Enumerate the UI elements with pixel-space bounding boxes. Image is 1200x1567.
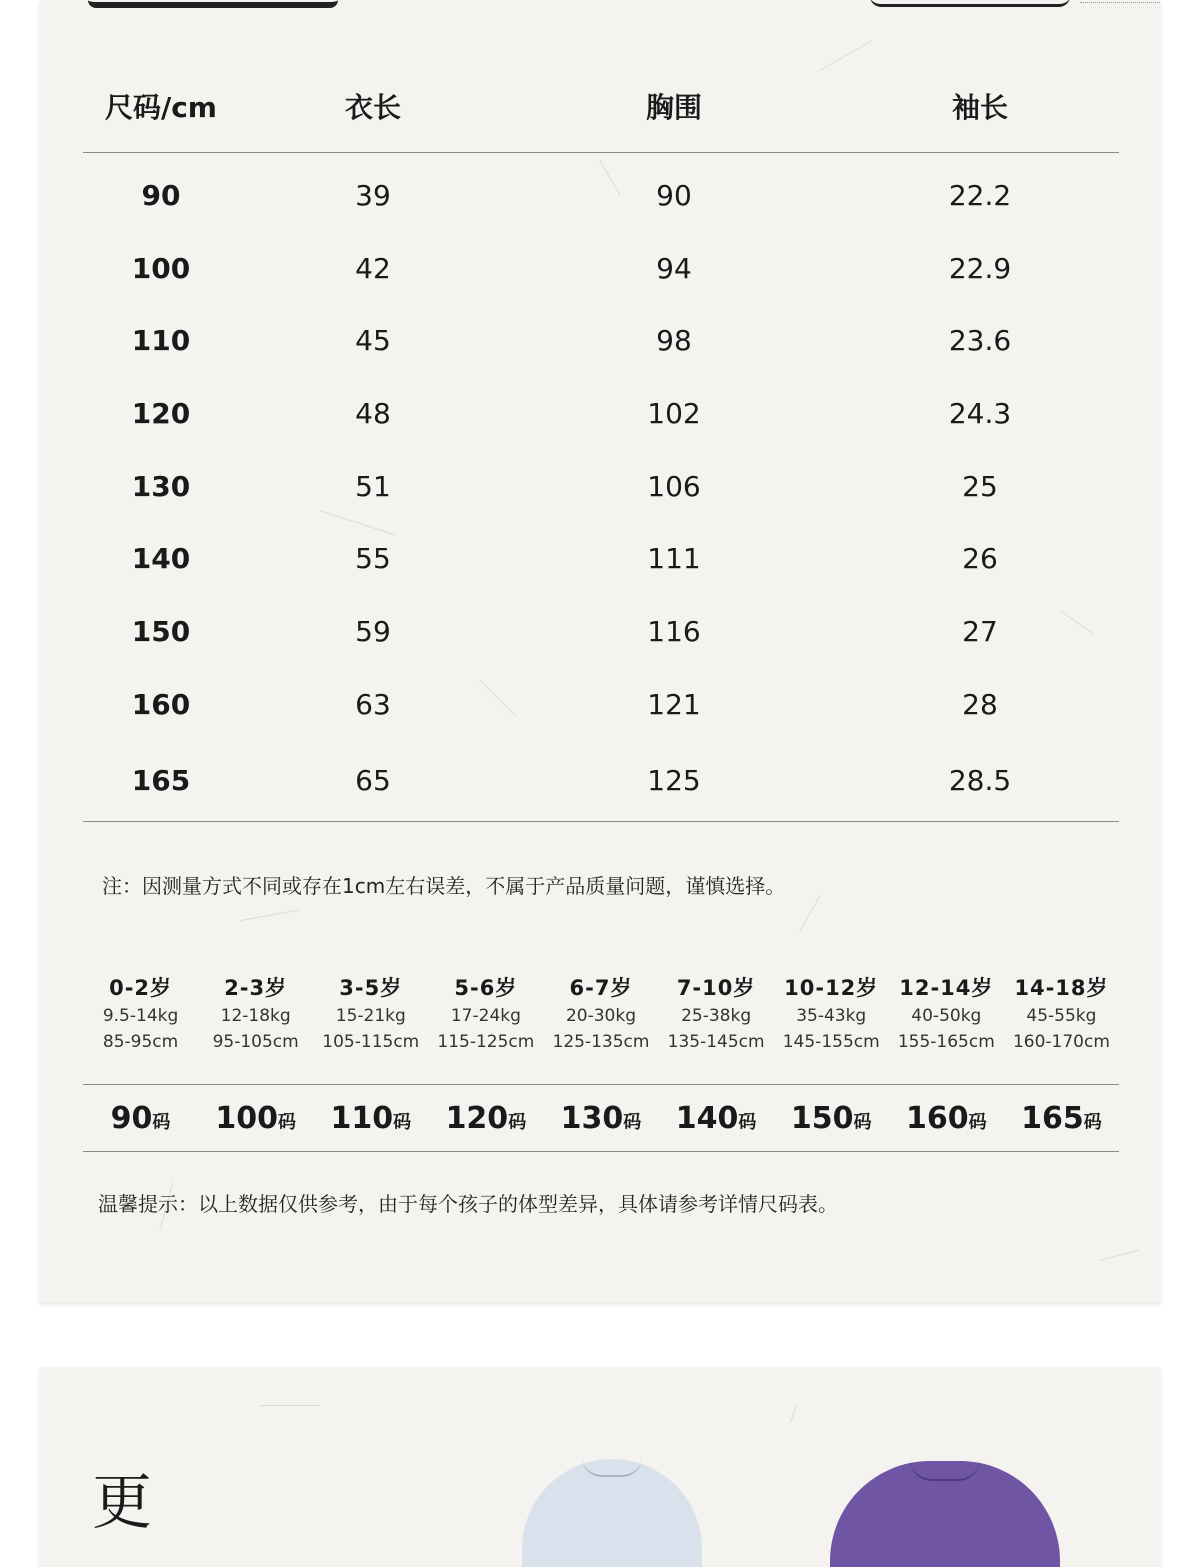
cell-size: 120 — [131, 396, 191, 430]
weight-range: 15-21kg — [335, 1006, 406, 1026]
table-row — [83, 668, 1119, 741]
warm-tip: 温馨提示：以上数据仅供参考，由于每个孩子的体型差异，具体请参考详情尺码表。 — [98, 1192, 838, 1216]
cell-size: 160 — [131, 687, 191, 721]
age-guide-item — [428, 972, 543, 1058]
section-heading: 更 — [92, 1468, 152, 1538]
cell-length: 42 — [355, 251, 391, 285]
table-row — [83, 232, 1119, 305]
height-range: 95-105cm — [212, 1032, 299, 1052]
height-range: 105-115cm — [322, 1032, 420, 1052]
cell-chest: 125 — [507, 741, 841, 822]
table-row — [83, 304, 1119, 377]
cell-size: 100 — [131, 251, 191, 285]
cell-chest: 121 — [647, 687, 701, 721]
size-code: 160码 — [906, 1100, 987, 1136]
size-table — [83, 60, 1119, 822]
age-range: 2-3岁 — [224, 976, 288, 1000]
cell-chest: 98 — [656, 324, 692, 358]
age-guide-item — [889, 972, 1004, 1058]
cell-length: 63 — [355, 687, 391, 721]
age-guide-item — [198, 972, 313, 1058]
age-range: 12-14岁 — [899, 976, 994, 1000]
cell-size: 130 — [131, 469, 191, 503]
size-code: 140码 — [675, 1100, 757, 1136]
height-range: 125-135cm — [552, 1032, 650, 1052]
age-range: 10-12岁 — [784, 976, 879, 1000]
table-row — [83, 595, 1119, 668]
table-row — [83, 522, 1119, 595]
height-range: 85-95cm — [102, 1032, 179, 1052]
table-row — [83, 741, 1119, 822]
cell-chest: 94 — [656, 251, 692, 285]
age-guide-item — [1004, 972, 1119, 1058]
size-code: 100码 — [215, 1100, 296, 1136]
age-guide-item — [83, 972, 198, 1058]
header-length: 衣长 — [239, 60, 507, 153]
size-code: 150码 — [790, 1100, 872, 1136]
cell-sleeve: 22.9 — [948, 251, 1012, 285]
header-dotted-line — [1080, 1, 1160, 3]
cell-sleeve: 22.2 — [948, 178, 1012, 212]
age-guide — [83, 972, 1119, 1058]
cell-sleeve: 24.3 — [948, 396, 1012, 430]
product-preview-card — [40, 1367, 1160, 1567]
cell-sleeve: 27 — [962, 614, 998, 648]
cell-length: 51 — [355, 469, 391, 503]
cell-length: 65 — [239, 741, 507, 822]
age-guide-item — [313, 972, 428, 1058]
age-guide-item — [659, 972, 774, 1058]
height-range: 135-145cm — [667, 1032, 765, 1052]
cell-length: 59 — [355, 614, 391, 648]
header-chest: 胸围 — [507, 60, 841, 153]
cell-size: 90 — [141, 178, 181, 212]
age-range: 0-2岁 — [109, 976, 173, 1000]
cell-chest: 116 — [647, 614, 701, 648]
age-range: 6-7岁 — [569, 976, 633, 1000]
age-guide-item — [774, 972, 889, 1058]
header-size: 尺码/cm — [83, 60, 239, 153]
size-table-header — [83, 60, 1119, 153]
weight-range: 12-18kg — [220, 1006, 291, 1026]
age-range: 7-10岁 — [676, 976, 756, 1000]
weight-range: 9.5-14kg — [102, 1006, 179, 1026]
age-range: 3-5岁 — [339, 976, 403, 1000]
age-guide-item — [543, 972, 658, 1058]
weight-range: 17-24kg — [450, 1006, 521, 1026]
weight-range: 35-43kg — [796, 1006, 867, 1026]
measurement-note: 注：因测量方式不同或存在1cm左右误差，不属于产品质量问题，谨慎选择。 — [102, 874, 786, 898]
age-range: 5-6岁 — [454, 976, 518, 1000]
table-row — [83, 450, 1119, 523]
cell-sleeve: 26 — [962, 542, 998, 576]
size-code: 110码 — [330, 1100, 412, 1136]
cell-chest: 102 — [647, 396, 701, 430]
weight-range: 25-38kg — [681, 1006, 752, 1026]
product-image-purple[interactable] — [830, 1461, 1060, 1567]
cell-sleeve: 28 — [962, 687, 998, 721]
height-range: 145-155cm — [782, 1032, 880, 1052]
cell-size: 110 — [131, 324, 191, 358]
header-decoration — [870, 0, 1070, 7]
weight-range: 20-30kg — [565, 1006, 637, 1026]
cell-size: 140 — [131, 542, 191, 576]
cell-sleeve: 23.6 — [948, 324, 1012, 358]
size-code: 90码 — [110, 1100, 171, 1136]
cell-chest: 90 — [656, 178, 692, 212]
cell-sleeve: 28.5 — [841, 741, 1119, 822]
size-chart-card — [40, 0, 1160, 1302]
header-sleeve: 袖长 — [841, 60, 1119, 153]
weight-range: 40-50kg — [911, 1006, 982, 1026]
cell-size: 150 — [131, 614, 191, 648]
table-row — [83, 377, 1119, 450]
product-image-blue[interactable] — [522, 1459, 702, 1567]
height-range: 115-125cm — [437, 1032, 535, 1052]
height-range: 160-170cm — [1012, 1032, 1110, 1052]
height-range: 155-165cm — [897, 1032, 995, 1052]
cell-length: 48 — [355, 396, 391, 430]
cell-chest: 106 — [647, 469, 701, 503]
cell-chest: 111 — [647, 542, 701, 576]
cell-sleeve: 25 — [962, 469, 998, 503]
age-range: 14-18岁 — [1014, 976, 1109, 1000]
table-row — [83, 153, 1119, 232]
size-code: 165码 — [1021, 1100, 1102, 1136]
size-code: 130码 — [560, 1100, 642, 1136]
weight-range: 45-55kg — [1026, 1006, 1097, 1026]
size-code-row — [83, 1084, 1119, 1152]
cell-length: 45 — [355, 324, 391, 358]
cell-size: 165 — [83, 741, 239, 822]
section-title-fragment — [88, 0, 338, 8]
size-code: 120码 — [445, 1100, 527, 1136]
cell-length: 39 — [355, 178, 391, 212]
cell-length: 55 — [355, 542, 391, 576]
